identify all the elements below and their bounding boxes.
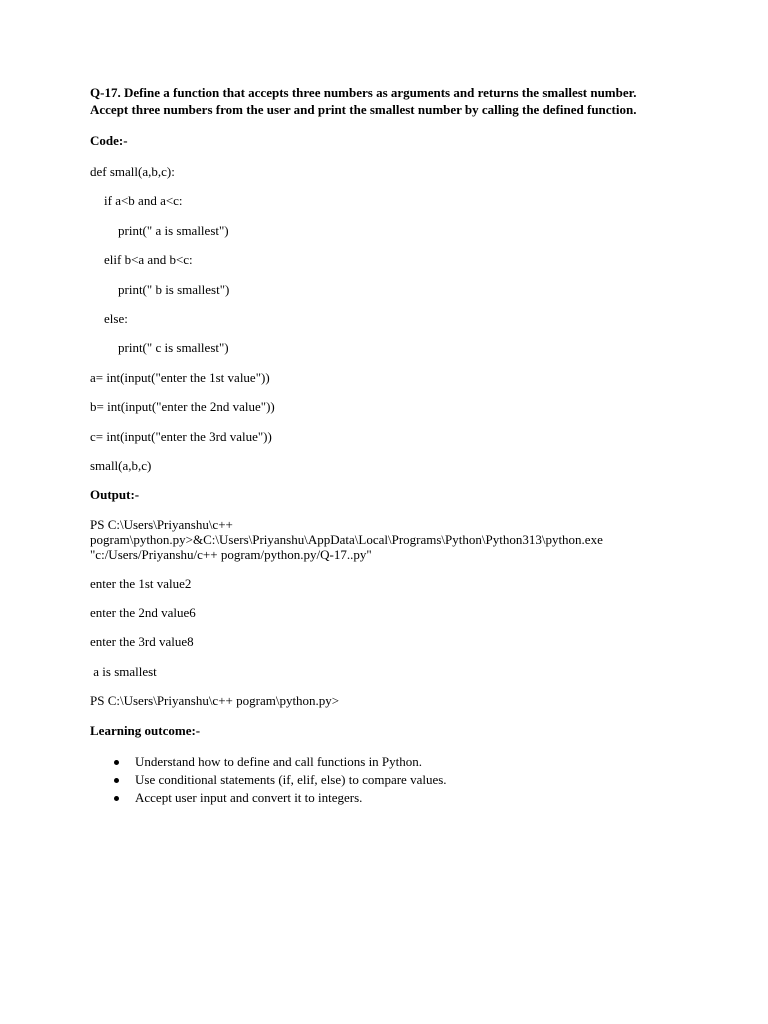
output-block bbox=[90, 575, 700, 710]
output-line: enter the 1st value2 bbox=[90, 575, 192, 591]
code-line: small(a,b,c) bbox=[90, 457, 152, 473]
output-heading: Output:- bbox=[90, 487, 140, 503]
list-item-text: Accept user input and convert it to integers. bbox=[135, 789, 363, 805]
code-line: print(" c is smallest") bbox=[118, 340, 229, 356]
code-line: print(" a is smallest") bbox=[118, 222, 229, 238]
code-line: b= int(input("enter the 2nd value")) bbox=[90, 399, 275, 415]
output-command-line: pogram\python.py>&C:\Users\Priyanshu\AppData\Local\Programs\Python\Python313\python.exe bbox=[90, 532, 603, 548]
list-item bbox=[90, 771, 700, 789]
list-item-text: Use conditional statements (if, elif, else) to compare values. bbox=[135, 771, 447, 787]
list-item bbox=[90, 753, 700, 771]
code-heading: Code:- bbox=[90, 133, 128, 148]
bullet-icon bbox=[114, 760, 119, 765]
output-command-line: PS C:\Users\Priyanshu\c++ bbox=[90, 517, 233, 533]
code-block bbox=[90, 163, 700, 474]
learning-outcome-list bbox=[90, 753, 700, 807]
document-page bbox=[90, 84, 700, 807]
code-line: if a<b and a<c: bbox=[104, 193, 183, 209]
code-line: else: bbox=[104, 310, 128, 326]
bullet-icon bbox=[114, 778, 119, 783]
output-line: enter the 3rd value8 bbox=[90, 634, 194, 650]
list-item bbox=[90, 789, 700, 807]
code-line: c= int(input("enter the 3rd value")) bbox=[90, 428, 272, 444]
output-line: PS C:\Users\Priyanshu\c++ pogram\python.py> bbox=[90, 693, 340, 709]
learning-outcome-heading: Learning outcome:- bbox=[90, 722, 201, 738]
output-command-line: "c:/Users/Priyanshu/c++ pogram/python.py/Q-17..py" bbox=[90, 547, 372, 563]
code-line: elif b<a and b<c: bbox=[104, 252, 193, 268]
code-line: print(" b is smallest") bbox=[118, 281, 230, 297]
output-command bbox=[90, 517, 700, 562]
bullet-icon bbox=[114, 796, 119, 801]
question-text bbox=[90, 84, 700, 118]
output-line: a is smallest bbox=[90, 663, 157, 679]
code-line: def small(a,b,c): bbox=[90, 164, 175, 179]
output-line: enter the 2nd value6 bbox=[90, 605, 196, 621]
question-line-1: Q-17. Define a function that accepts three numbers as arguments and returns the smallest number. bbox=[90, 85, 637, 100]
list-item-text: Understand how to define and call functions in Python. bbox=[135, 753, 423, 769]
code-line: a= int(input("enter the 1st value")) bbox=[90, 369, 270, 385]
question-line-2: Accept three numbers from the user and print the smallest number by calling the defined function. bbox=[90, 102, 637, 117]
